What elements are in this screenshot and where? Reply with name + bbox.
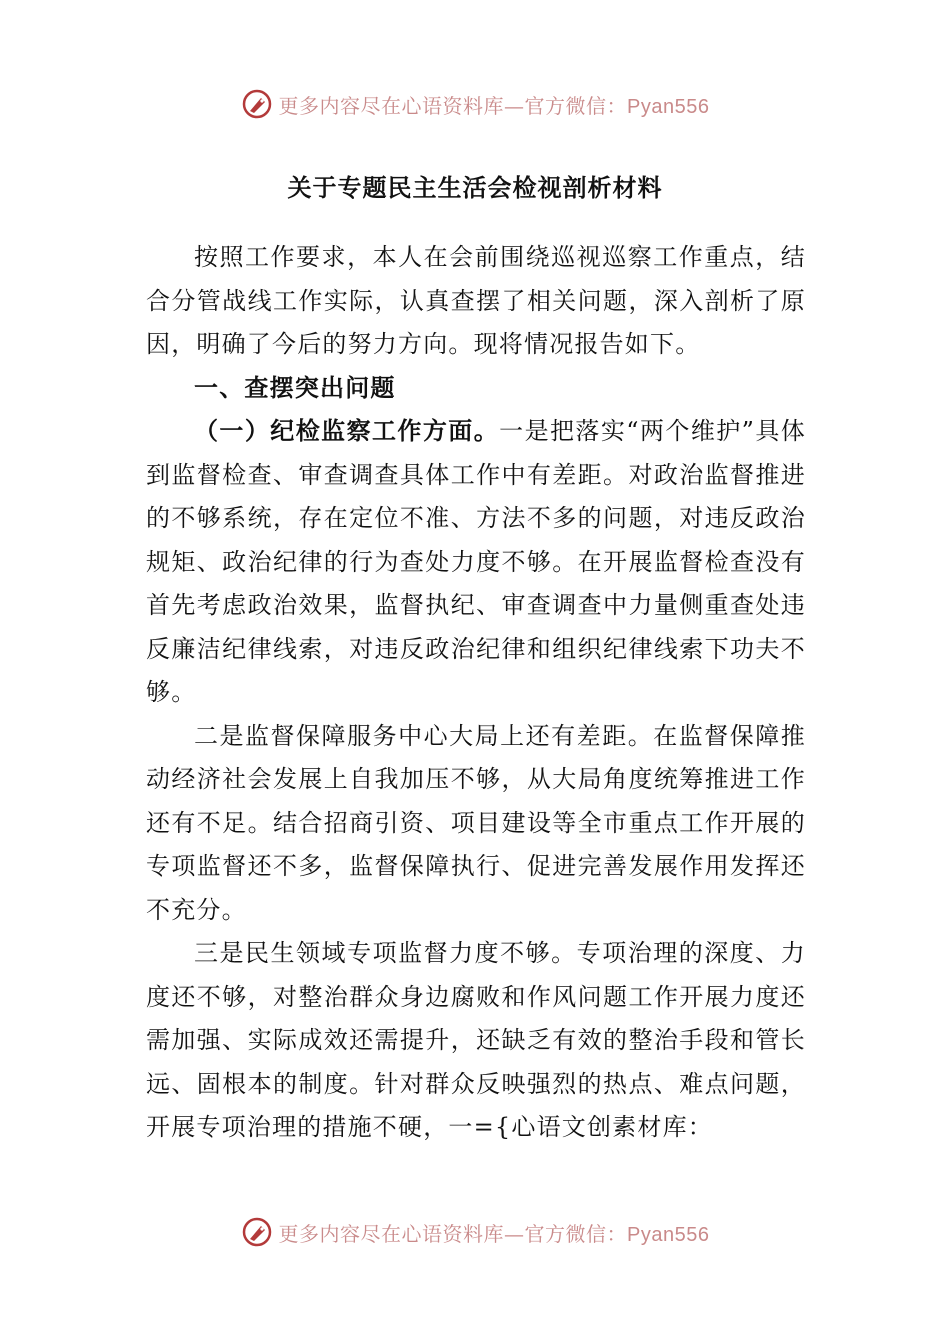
header-watermark bbox=[0, 84, 950, 124]
footer-watermark bbox=[0, 1212, 950, 1252]
watermark-wechat-id: Pyan556 bbox=[627, 95, 710, 118]
pen-nib-circle-icon bbox=[241, 1216, 273, 1248]
watermark-wechat-id: Pyan556 bbox=[627, 1223, 710, 1246]
subsection-text: 一是把落实“两个维护”具体到监督检查、审查调查具体工作中有差距。对政治监督推进的不够系统，存在定位不准、方法不多的问题，对违反政治规矩、政治纪律的行为查处力度不够。在开展监督检查没有首先考虑政治效果，监督执纪、审查调查中力量侧重查处违反廉洁纪律线索，对违反政治纪律和组织纪律线索下功夫不够。 bbox=[146, 417, 807, 706]
document-body bbox=[146, 236, 806, 1150]
paragraph-3: 三是民生领域专项监督力度不够。专项治理的深度、力度还不够，对整治群众身边腐败和作风问题工作开展力度还需加强、实际成效还需提升，还缺乏有效的整治手段和管长远、固根本的制度。针对群众反映强烈的热点、难点问题，开展专项治理的措施不硬，一={心语文创素材库： bbox=[146, 939, 806, 1141]
pen-nib-circle-icon bbox=[241, 88, 273, 120]
paragraph-2: 二是监督保障服务中心大局上还有差距。在监督保障推动经济社会发展上自我加压不够，从大局角度统筹推进工作还有不足。结合招商引资、项目建设等全市重点工作开展的专项监督还不多，监督保障执行、促进完善发展作用发挥还不充分。 bbox=[146, 721, 806, 924]
subsection-heading: （一）纪检监察工作方面。 bbox=[194, 417, 500, 445]
intro-paragraph: 按照工作要求，本人在会前围绕巡视巡察工作重点，结合分管战线工作实际，认真查摆了相关问题，深入剖析了原因，明确了今后的努力方向。现将情况报告如下。 bbox=[146, 243, 806, 358]
watermark-text: 更多内容尽在心语资料库—官方微信： bbox=[278, 93, 628, 118]
subsection-paragraph bbox=[146, 410, 806, 715]
watermark-text: 更多内容尽在心语资料库—官方微信： bbox=[278, 1221, 628, 1246]
document-title: 关于专题民主生活会检视剖析材料 bbox=[287, 174, 663, 202]
section-heading: 一、查摆突出问题 bbox=[194, 373, 396, 402]
